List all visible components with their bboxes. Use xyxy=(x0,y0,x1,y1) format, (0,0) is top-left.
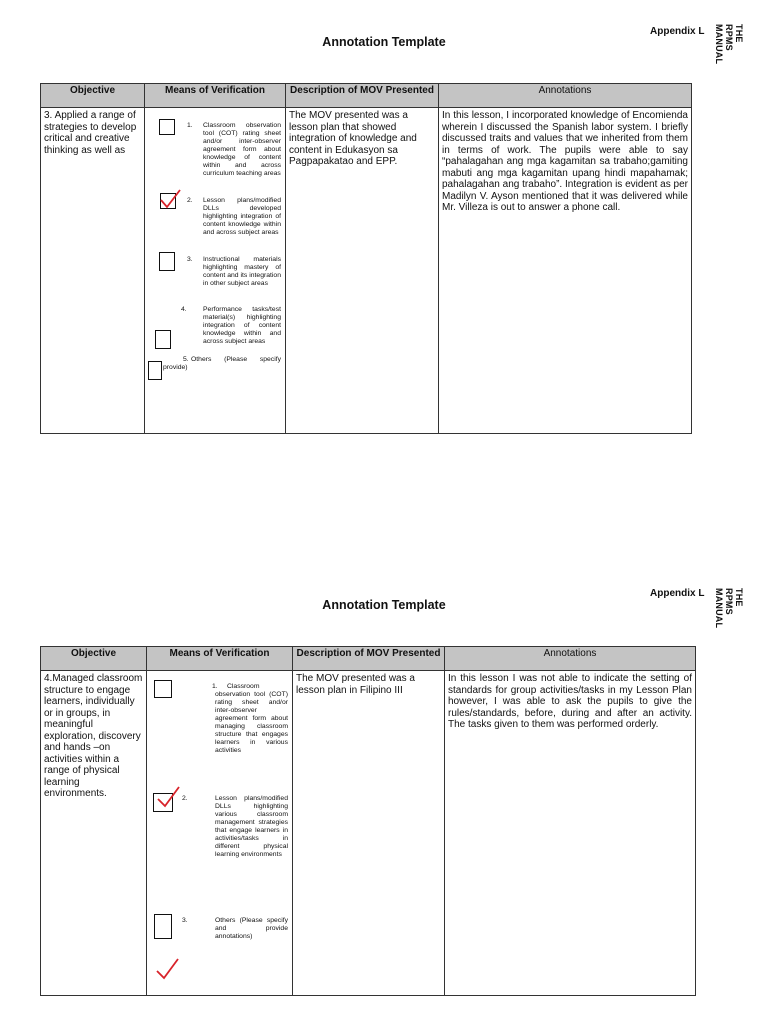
means-item-3-text: Others (Please specify and provide annotations) xyxy=(215,917,288,940)
annotation-table xyxy=(40,646,696,996)
item-number: 2. xyxy=(187,197,193,204)
item-number: 5. xyxy=(183,356,189,363)
item-number: 1. xyxy=(212,683,218,690)
side-manual-label: THE RPMS MANUAL xyxy=(714,24,744,65)
checkbox-item-3[interactable] xyxy=(159,252,175,271)
item-number: 3. xyxy=(187,256,193,263)
checkbox-item-1[interactable] xyxy=(154,680,172,698)
check-mark-icon xyxy=(155,785,181,809)
checkbox-item-4[interactable] xyxy=(155,330,171,349)
item-number: 2. xyxy=(182,795,188,802)
item-number: 3. xyxy=(182,917,188,924)
checkbox-item-1[interactable] xyxy=(159,119,175,135)
means-item-2-text: Lesson plans/modified DLLs highlighting various classroom management strategies that engage learners in activities/tasks in different physical learning environments xyxy=(215,795,288,858)
description-cell: The MOV presented was a lesson plan in Filipino III xyxy=(293,671,445,996)
header-annotations: Annotations xyxy=(445,647,696,671)
check-mark-icon xyxy=(154,957,180,981)
means-item-1-text: Classroom observation tool (COT) rating sheet and/or inter-observer agreement form about managing classroom structure that engages learners in various activities xyxy=(215,683,288,754)
annotation-cell: In this lesson I was not able to indicate the setting of standards for group activities/tasks in my Lesson Plan however, I was able to ask the pupils to give the rules/standards, before, during and after an activity. The tasks given to them was performed orderly. xyxy=(445,671,696,996)
page-title: Annotation Template xyxy=(322,598,446,612)
appendix-label: Appendix L xyxy=(650,26,705,37)
means-cell xyxy=(145,108,286,434)
appendix-label: Appendix L xyxy=(650,588,705,599)
header-means-of-verification: Means of Verification xyxy=(147,647,293,671)
checkbox-item-5[interactable] xyxy=(148,361,162,380)
header-means-of-verification: Means of Verification xyxy=(145,84,286,108)
header-description: Description of MOV Presented xyxy=(293,647,445,671)
annotation-table xyxy=(40,83,692,434)
objective-cell: 3. Applied a range of strategies to develop critical and creative thinking as well as xyxy=(41,108,145,434)
annotation-cell: In this lesson, I incorporated knowledge of Encomienda wherein I discussed the Spanish labor system. I briefly discussed traits and values that we inherited from them in terms of work. The pupils were able to say “pahalagahan ang mga kagamitan sa trabaho;gamiting mabuti ang mga kagamitan upang hindi mapahamak; pahalagahan ang trabaho”. Integration is evident as per Madilyn V. Ayson mentioned that it was delivered while Mr. Villeza is out to answer a phone call. xyxy=(439,108,692,434)
objective-cell: 4.Managed classroom structure to engage learners, individually or in groups, in meaningful exploration, discovery and hands –on activities within a range of physical learning environments. xyxy=(41,671,147,996)
page-title: Annotation Template xyxy=(322,35,446,49)
header-description: Description of MOV Presented xyxy=(286,84,439,108)
header-annotations: Annotations xyxy=(439,84,692,108)
means-item-2-text: Lesson plans/modified DLLs developed highlighting integration of content knowledge within and across subject areas xyxy=(203,197,281,236)
header-objective: Objective xyxy=(41,84,145,108)
means-cell xyxy=(147,671,293,996)
checkbox-item-3[interactable] xyxy=(154,914,172,939)
check-mark-icon xyxy=(158,188,182,210)
means-item-4-text: Performance tasks/test material(s) highlighting integration of content knowledge within and across subject areas xyxy=(203,306,281,345)
means-item-5-text: Others (Please specify provide) xyxy=(163,356,281,371)
means-item-3-text: Instructional materials highlighting mastery of content and its integration in other subject areas xyxy=(203,256,281,287)
header-objective: Objective xyxy=(41,647,147,671)
item-number: 1. xyxy=(187,122,193,129)
item-number: 4. xyxy=(181,306,187,313)
side-manual-label: THE RPMS MANUAL xyxy=(714,588,744,629)
means-item-1-text: Classroom observation tool (COT) rating sheet and/or inter-observer agreement form about knowledge of content within and across curriculum teaching areas xyxy=(203,122,281,177)
description-cell: The MOV presented was a lesson plan that showed integration of knowledge and content in Edukasyon sa Pagpapakatao and EPP. xyxy=(286,108,439,434)
